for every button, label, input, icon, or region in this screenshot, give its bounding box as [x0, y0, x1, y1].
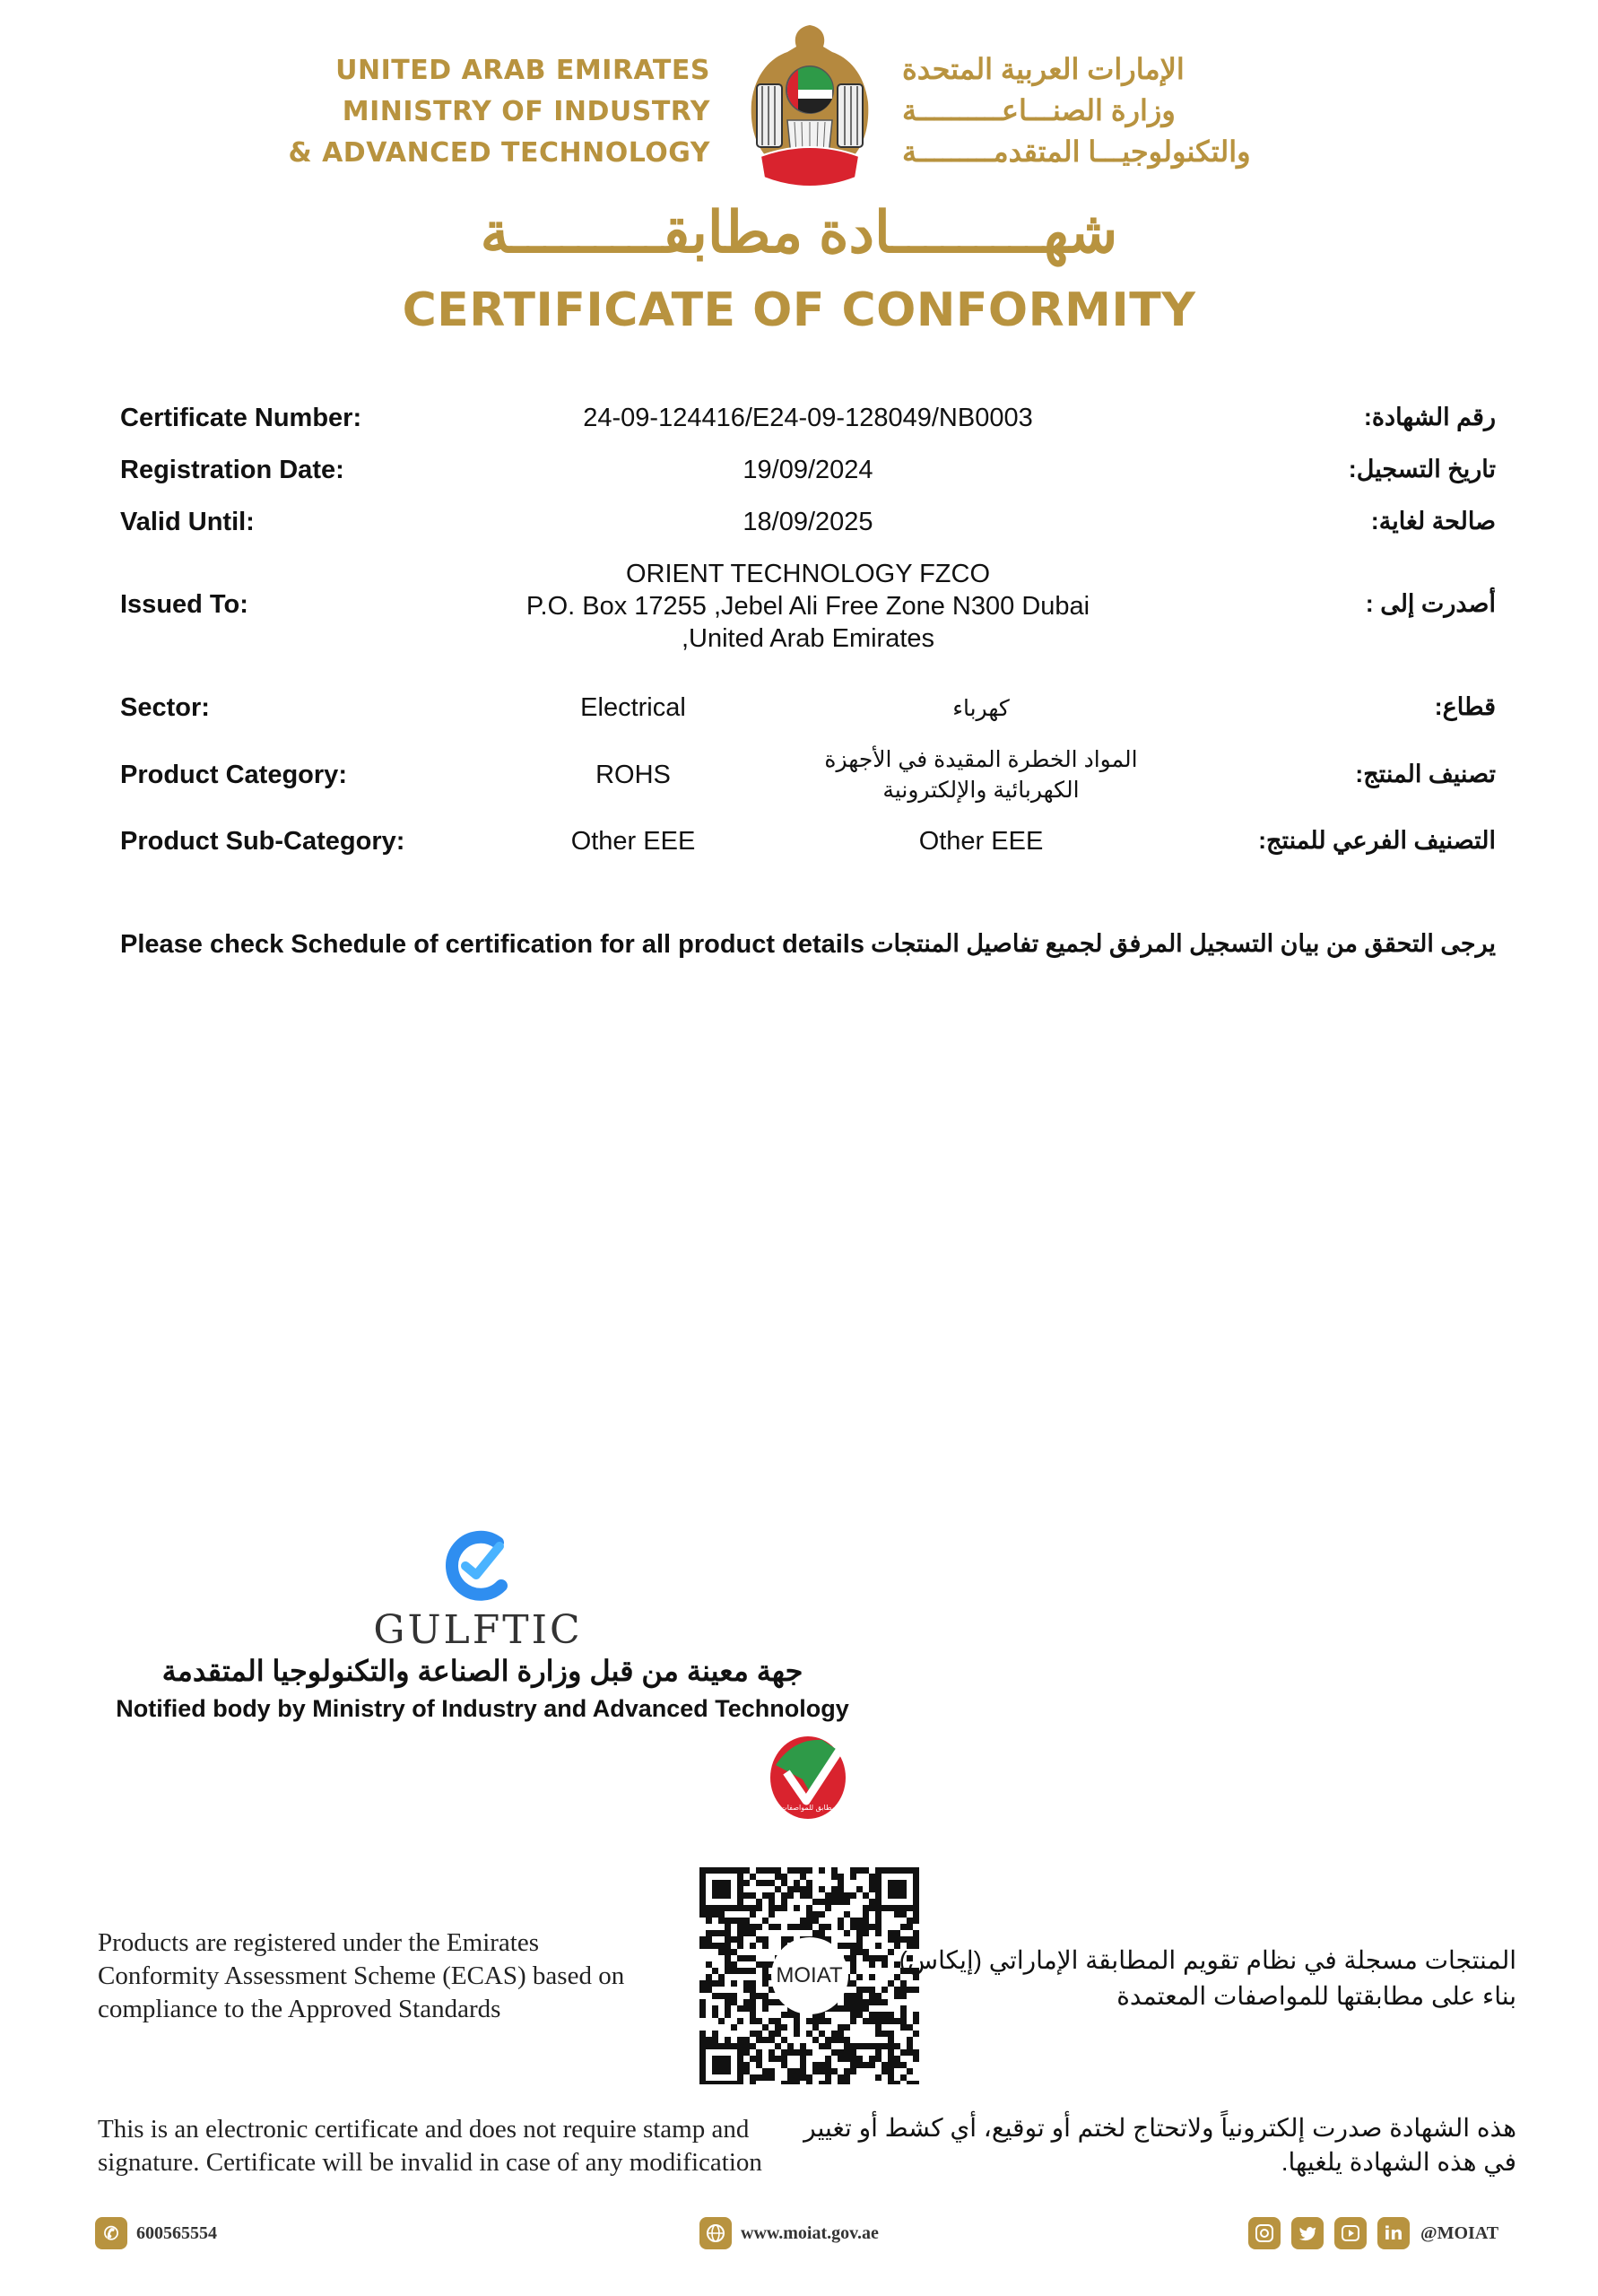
product-sub-category-label: Product Sub-Category: [120, 827, 405, 856]
product-category-value-ar [824, 744, 1137, 805]
product-category-label-ar: تصنيف المنتج: [1355, 761, 1496, 787]
issued-to-line: ,United Arab Emirates [681, 624, 935, 653]
header-ar-line: والتكنولوجيـــا المتقدمـــــــــة [902, 135, 1251, 168]
certificate-number-value: 24-09-124416/E24-09-128049/NB0003 [583, 404, 1033, 432]
electronic-note-ar-line: هذه الشهادة صدرت إلكترونياً ولاتحتاج لختم أو توقيع، أي كشط أو تغيير [803, 2114, 1516, 2142]
ecas-line: Products are registered under the Emirates [98, 1928, 540, 1957]
product-category-label: Product Category: [120, 761, 347, 789]
twitter-icon[interactable] [1291, 2217, 1324, 2249]
product-sub-category-value-ar: Other EEE [918, 827, 1044, 856]
phone-number: 600565554 [136, 2222, 217, 2243]
issued-to-label: Issued To: [120, 590, 248, 619]
conformity-mark-icon [767, 1733, 849, 1822]
issued-to-label-ar: أصدرت إلى : [1365, 590, 1496, 617]
sector-label-ar: قطاع: [1434, 693, 1496, 720]
sector-value-ar: كهرباء [952, 696, 1010, 721]
electronic-note-english [98, 2113, 762, 2179]
title-arabic: شهـــــــــادة مطابقـــــــــة [480, 200, 1118, 265]
registration-date-label-ar: تاريخ التسجيل: [1348, 456, 1496, 483]
header-en-line: UNITED ARAB EMIRATES [335, 55, 710, 86]
ecas-line: compliance to the Approved Standards [98, 1995, 501, 2023]
valid-until-label-ar: صالحة لغاية: [1370, 508, 1496, 535]
notified-body-english: Notified body by Ministry of Industry and Advanced Technology [116, 1695, 849, 1722]
header-ar-line: وزارة الصنـــاعــــــــــة [902, 94, 1176, 126]
social-handle[interactable]: @MOIAT [1420, 2222, 1499, 2243]
footer-social [1248, 2217, 1498, 2249]
electronic-note-line: signature. Certificate will be invalid in case of any modification [98, 2148, 762, 2177]
ministry-name-english [288, 50, 710, 174]
registration-date-value: 19/09/2024 [743, 456, 873, 484]
product-category-value: ROHS [595, 761, 671, 789]
product-sub-category-value: Other EEE [570, 827, 696, 856]
title-english: CERTIFICATE OF CONFORMITY [402, 283, 1196, 337]
product-category-ar-line: الكهربائية والإلكترونية [882, 778, 1080, 803]
footer-phone[interactable] [95, 2217, 217, 2249]
conformity-mark-text: مطابق للمواصفات [780, 1804, 836, 1812]
electronic-note-line: This is an electronic certificate and does not require stamp and [98, 2115, 750, 2144]
header-ar-line: الإمارات العربية المتحدة [902, 53, 1185, 85]
valid-until-value: 18/09/2025 [743, 508, 873, 536]
ecas-ar-line: بناء على مطابقتها للمواصفات المعتمدة [1116, 1982, 1516, 2010]
globe-icon [699, 2217, 732, 2249]
ministry-name-arabic [902, 48, 1251, 172]
footer-website[interactable] [699, 2217, 879, 2249]
header-en-line: & ADVANCED TECHNOLOGY [288, 137, 710, 169]
linkedin-icon[interactable]: in [1377, 2217, 1410, 2249]
registration-date-label: Registration Date: [120, 456, 344, 484]
notified-body-arabic: جهة معينة من قبل وزارة الصناعة والتكنولوجيا المتقدمة [161, 1655, 803, 1687]
electronic-note-arabic [803, 2111, 1516, 2179]
website-link[interactable]: www.moiat.gov.ae [741, 2222, 879, 2243]
gulftic-logo-text: GULFTIC [373, 1607, 583, 1653]
phone-icon: ✆ [95, 2217, 127, 2249]
ecas-ar-line: المنتجات مسجلة في نظام تقويم المطابقة الإماراتي (إيكاس) [899, 1946, 1516, 1974]
instagram-icon[interactable] [1248, 2217, 1281, 2249]
header-en-line: MINISTRY OF INDUSTRY [342, 96, 710, 127]
gulftic-logo-icon [444, 1530, 512, 1602]
uae-emblem-icon [744, 22, 875, 190]
youtube-icon[interactable] [1334, 2217, 1367, 2249]
issued-to-value [526, 558, 1090, 655]
schedule-note-arabic: يرجى التحقق من بيان التسجيل المرفق لجميع تفاصيل المنتجات [871, 930, 1496, 957]
qr-center-label: MOIAT [771, 1937, 848, 2014]
certificate-number-label: Certificate Number: [120, 404, 362, 432]
ecas-note-english [98, 1926, 624, 2026]
ecas-line: Conformity Assessment Scheme (ECAS) based on [98, 1961, 625, 1990]
issued-to-line: P.O. Box 17255 ,Jebel Ali Free Zone N300 Dubai [525, 592, 1090, 621]
electronic-note-ar-line: في هذه الشهادة يلغيها. [1281, 2148, 1516, 2176]
qr-code[interactable] [699, 1867, 919, 2084]
certificate-number-label-ar: رقم الشهادة: [1363, 404, 1496, 430]
valid-until-label: Valid Until: [120, 508, 255, 536]
issued-to-line: ORIENT TECHNOLOGY FZCO [625, 560, 991, 588]
product-category-ar-line: المواد الخطرة المقيدة في الأجهزة [824, 747, 1138, 772]
schedule-note-english: Please check Schedule of certification for all product details [120, 930, 864, 959]
sector-value: Electrical [580, 693, 686, 722]
product-sub-category-label-ar: التصنيف الفرعي للمنتج: [1258, 827, 1496, 854]
ecas-note-arabic [899, 1943, 1516, 2014]
sector-label: Sector: [120, 693, 210, 722]
